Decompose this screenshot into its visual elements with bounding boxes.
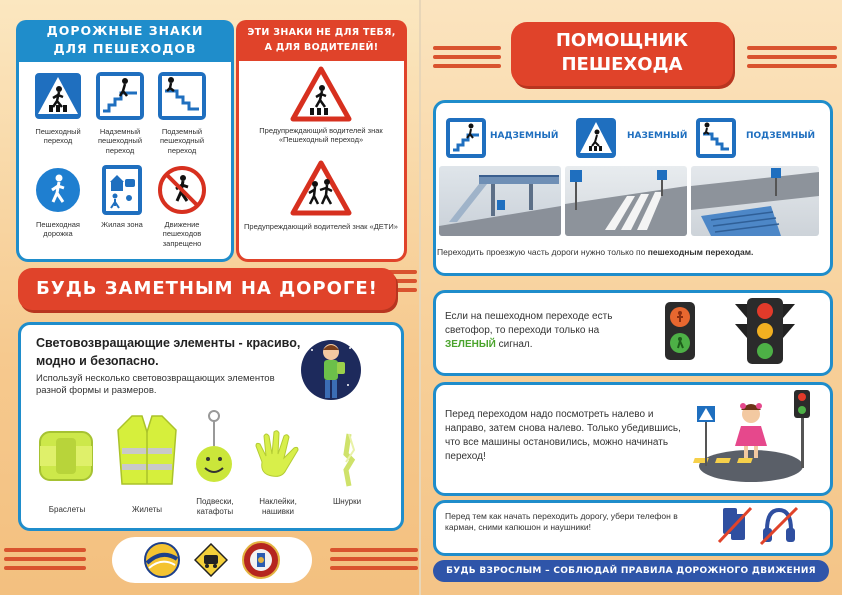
- footpath-sign-icon: [34, 166, 82, 214]
- sign-caption: Предупреждающий водителей знак «Пешеходный переход»: [259, 126, 383, 145]
- reflective-sticker-icon: [250, 428, 306, 480]
- driver-signs-title: [236, 20, 407, 61]
- item-caption: Жилеты: [131, 505, 163, 514]
- no-headphones-icon: [759, 504, 799, 546]
- right-page: [421, 0, 842, 595]
- decor-stripes: [747, 46, 837, 73]
- decor-stripes: [433, 46, 501, 73]
- decor-stripes: [330, 548, 418, 575]
- traffic-police-logo-icon: [241, 540, 281, 580]
- sign-caption: Надземный пешеходный переход: [97, 127, 143, 155]
- visibility-banner: БУДЬ ЗАМЕТНЫМ НА ДОРОГЕ!: [18, 268, 396, 310]
- underpass-sign-icon: [157, 71, 207, 121]
- title-line: ДЛЯ ПЕШЕХОДОВ: [53, 41, 197, 56]
- traffic-light-text-end: сигнал.: [495, 339, 533, 350]
- sign-caption: Предупреждающий водителей знак «ДЕТИ»: [244, 222, 398, 231]
- reflective-laces-icon: [334, 430, 364, 490]
- residential-zone-sign-icon: [101, 164, 143, 216]
- sign-caption: Пешеходный переход: [35, 127, 81, 146]
- reflective-child-illustration: [300, 330, 362, 410]
- traffic-light-text-plain: Если на пешеходном переходе есть светофор, то переходи только на: [445, 311, 613, 336]
- reflective-text: Используй несколько световозвращающих элементов разной формы и размеров.: [36, 373, 275, 397]
- underpass-scene-drawing: [691, 166, 819, 236]
- crossing-type-label: НАДЗЕМНЫЙ: [490, 131, 559, 141]
- overpass-sign-icon: [95, 71, 145, 121]
- sign-caption: Движение пешеходов запрещено: [162, 220, 202, 248]
- overpass-sign-icon: [445, 117, 487, 159]
- pedestrian-crossing-sign-icon: [33, 71, 83, 121]
- item-caption: Шнурки: [332, 497, 362, 506]
- vehicle-traffic-light-icon: [733, 296, 797, 366]
- footer-banner: БУДЬ ВЗРОСЛЫМ – СОБЛЮДАЙ ПРАВИЛА ДОРОЖНОГО ДВИЖЕНИЯ: [433, 560, 829, 582]
- underpass-scene-image: [691, 166, 819, 236]
- note-bold-text: пешеходным переходам.: [647, 247, 754, 257]
- title-line: ДОРОЖНЫЕ ЗНАКИ: [46, 23, 204, 38]
- crossing-type-label: ПОДЗЕМНЫЙ: [746, 131, 816, 141]
- pedestrian-traffic-light-icon: [661, 300, 699, 362]
- overpass-scene-drawing: [439, 166, 561, 236]
- crossing-note: [437, 247, 829, 259]
- item-caption: Подвески, катафоты: [196, 497, 234, 516]
- road-safety-logo-icon: [194, 543, 228, 577]
- reflective-bracelet-icon: [36, 428, 96, 484]
- no-phone-icon: [717, 504, 753, 546]
- emblem-logo-icon: [143, 541, 181, 579]
- warning-crossing-sign-icon: [290, 66, 352, 122]
- no-pedestrians-sign-icon: [158, 166, 206, 214]
- sign-caption: Пешеходная дорожка: [35, 220, 80, 239]
- crossing-type-label: НАЗЕМНЫЙ: [627, 131, 688, 141]
- underpass-sign-icon: [695, 117, 737, 159]
- pedestrian-signs-title: [16, 20, 234, 62]
- reflective-heading: Световозвращающие элементы - красиво, модно и безопасно.: [36, 336, 301, 368]
- reflective-vest-icon: [114, 412, 180, 488]
- traffic-light-text: [445, 310, 635, 352]
- title-line: ЭТИ ЗНАКИ НЕ ДЛЯ ТЕБЯ,: [247, 27, 396, 38]
- ground-crossing-scene-drawing: [565, 166, 687, 236]
- ground-crossing-scene-image: [565, 166, 687, 236]
- green-word: ЗЕЛЕНЫЙ: [445, 339, 496, 350]
- look-both-ways-text: Перед переходом надо посмотреть налево и направо, затем снова налево. Только убедившись, что все машины остановились, можно начинать переход!: [445, 409, 681, 462]
- pedestrian-crossing-sign-icon: [575, 117, 617, 159]
- sign-caption: Жилая зона: [101, 220, 143, 229]
- overpass-scene-image: [439, 166, 561, 236]
- reflective-pendant-icon: [192, 408, 236, 488]
- title-line: А ДЛЯ ВОДИТЕЛЕЙ!: [264, 42, 379, 53]
- sign-caption: Подземный пешеходный переход: [159, 127, 205, 155]
- item-caption: Браслеты: [48, 505, 86, 514]
- warning-children-sign-icon: [290, 160, 352, 216]
- child-crossing-illustration: [691, 386, 821, 486]
- item-caption: Наклейки, нашивки: [259, 497, 297, 516]
- phone-warning-text: Перед тем как начать переходить дорогу, убери телефон в карман, сними капюшон и наушники!: [445, 511, 678, 533]
- title-line: ПОМОЩНИК: [555, 30, 689, 51]
- decor-stripes: [4, 548, 86, 575]
- note-text: Переходить проезжую часть дороги нужно только по: [437, 247, 648, 257]
- page-title: [511, 22, 733, 86]
- title-line: ПЕШЕХОДА: [561, 54, 683, 75]
